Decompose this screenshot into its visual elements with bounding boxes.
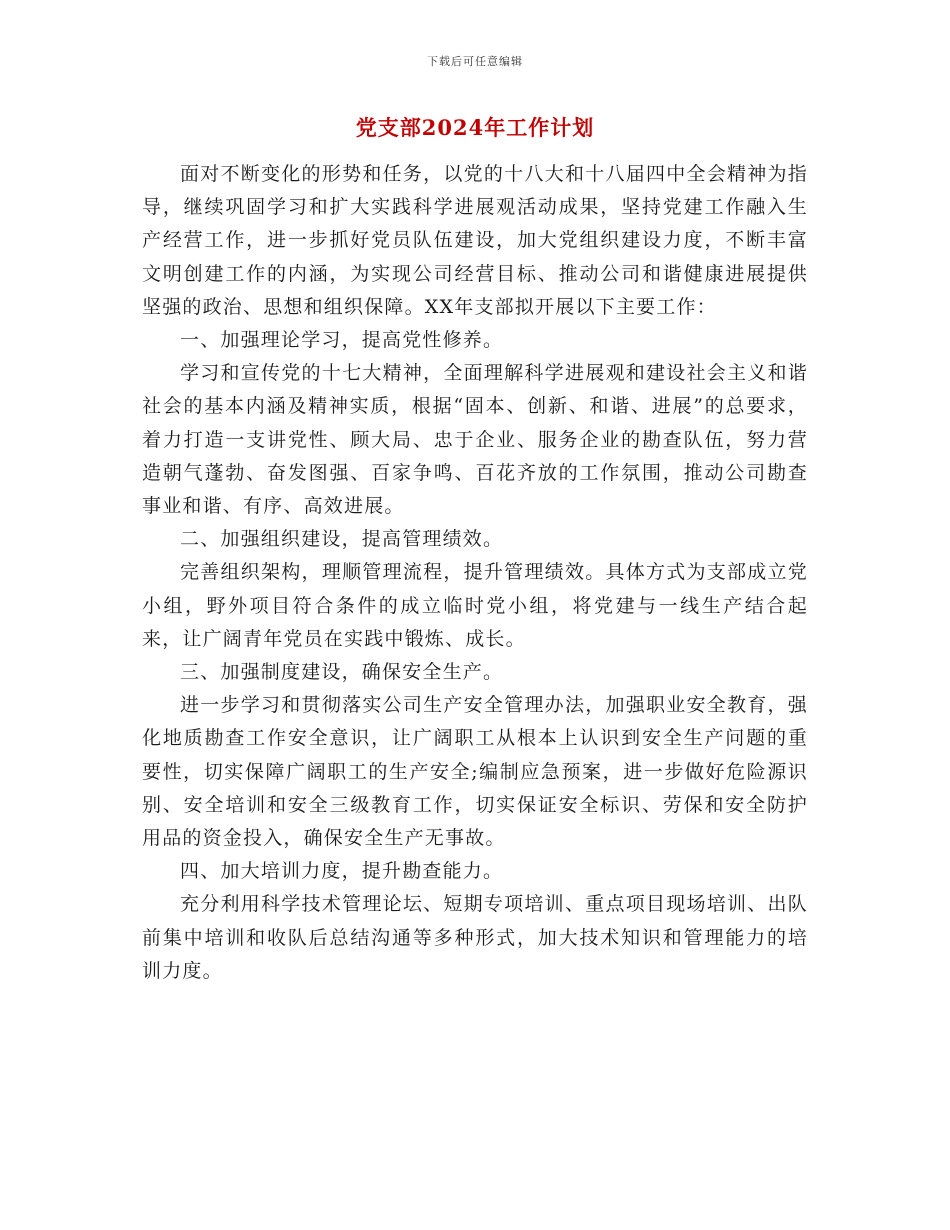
intro-paragraph: 面对不断变化的形势和任务，以党的十八大和十八届四中全会精神为指导，继续巩固学习和扩大实践科学进展观活动成果，坚持党建工作融入生产经营工作，进一步抓好党员队伍建设，加大党组织建设力度，不断丰富文明创建工作的内涵，为实现公司经营目标、推动公司和谐健康进展提供坚强的政治、思想和组织保障。XX年支部拟开展以下主要工作： (142, 163, 808, 318)
section-heading-3: 三、加强制度建设，确保安全生产。 (180, 661, 504, 684)
section-heading-4: 四、加大培训力度，提升勘查能力。 (180, 860, 504, 883)
document-body (142, 158, 808, 988)
section-paragraph-2: 完善组织架构，理顺管理流程，提升管理绩效。具体方式为支部成立党小组，野外项目符合条件的成立临时党小组，将党建与一线生产结合起来，让广阔青年党员在实践中锻炼、成长。 (142, 561, 808, 650)
section-paragraph-4: 充分利用科学技术管理论坛、短期专项培训、重点项目现场培训、出队前集中培训和收队后总结沟通等多种形式，加大技术知识和管理能力的培训力度。 (142, 893, 808, 982)
page-header-note: 下载后可任意编辑 (427, 55, 523, 68)
section-heading-1: 一、加强理论学习，提高党性修养。 (180, 329, 504, 352)
section-paragraph-3: 进一步学习和贯彻落实公司生产安全管理办法，加强职业安全教育，强化地质勘查工作安全意识，让广阔职工从根本上认识到安全生产问题的重要性，切实保障广阔职工的生产安全;编制应急预案，进一步做好危险源识别、安全培训和安全三级教育工作，切实保证安全标识、劳保和安全防护用品的资金投入，确保安全生产无事故。 (142, 694, 808, 850)
section-heading-2: 二、加强组织建设，提高管理绩效。 (180, 528, 504, 551)
document-title: 党支部2024年工作计划 (355, 115, 595, 140)
section-paragraph-1: 学习和宣传党的十七大精神，全面理解科学进展观和建设社会主义和谐社会的基本内涵及精神实质，根据“固本、创新、和谐、进展”的总要求，着力打造一支讲党性、顾大局、忠于企业、服务企业的勘查队伍，努力营造朝气蓬勃、奋发图强、百家争鸣、百花齐放的工作氛围，推动公司勘查事业和谐、有序、高效进展。 (142, 362, 808, 518)
